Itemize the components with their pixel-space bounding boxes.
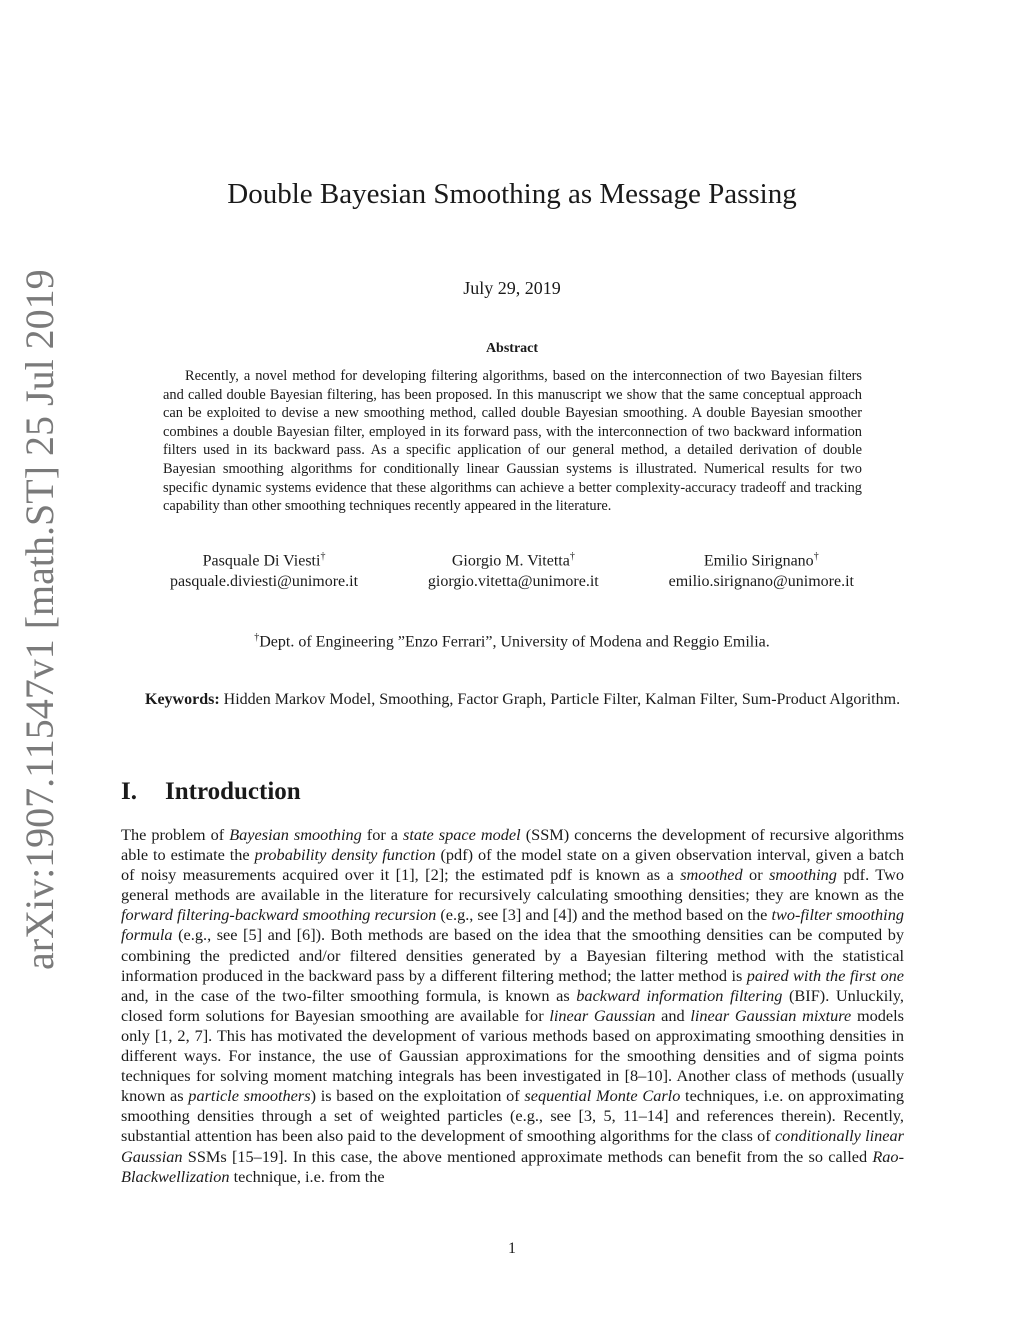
arxiv-identifier-stamp: arXiv:1907.11547v1 [math.ST] 25 Jul 2019	[17, 269, 62, 970]
emphasized-term: conditionally linear Gaussian	[121, 1126, 905, 1166]
author-name: Pasquale Di Viesti†	[202, 551, 326, 570]
author-email[interactable]: pasquale.diviesti@unimore.it	[170, 573, 359, 591]
text-run: or	[742, 865, 770, 885]
emphasized-term: particle smoothers	[188, 1086, 311, 1106]
author-name: Giorgio M. Vitetta†	[451, 551, 575, 570]
text-run: technique, i.e. from the	[229, 1166, 385, 1186]
emphasized-term: state space model	[403, 825, 521, 844]
author-email[interactable]: emilio.sirignano@unimore.it	[668, 573, 854, 591]
text-run: SSMs [15–19]. In this case, the above mentioned approximate methods can benefit from the so called	[182, 1146, 873, 1166]
keywords-label: Keywords:	[145, 691, 220, 708]
emphasized-term: forward filtering-backward smoothing recursion	[121, 905, 437, 925]
author-list	[170, 546, 854, 592]
text-run: The problem of	[121, 825, 230, 844]
emphasized-term: linear Gaussian	[549, 1005, 656, 1025]
text-run: and	[655, 1005, 691, 1025]
emphasized-term: Bayesian smoothing	[229, 825, 362, 844]
text-run: for a	[361, 825, 404, 844]
author-block	[428, 546, 599, 592]
text-run: and, in the case of the two-filter smoothing formula, is known as	[121, 985, 577, 1005]
text-run: (e.g., see [5] and [6]). Both methods are based on the idea that the smoothing densities can be computed by combining the predicted and/or filtered densities generated by a Bayesian filtering method with the statistical information produced in the backward pass by a different filtering method; the latter method is	[121, 925, 904, 985]
emphasized-term: paired with the first one	[746, 965, 905, 985]
text-run: models only [1, 2, 7]. This has motivated the development of various methods based on approximating smoothing densities in different ways. For instance, the use of Gaussian approximations for the smoothing densities and of sigma points techniques for solving moment matching integrals has been investigated in [8–10]. Another class of methods (usually known as	[121, 1005, 905, 1106]
keywords-text: Hidden Markov Model, Smoothing, Factor Graph, Particle Filter, Kalman Filter, Sum-Product Algorithm.	[223, 691, 901, 708]
keywords	[121, 690, 904, 710]
text-run: (e.g., see [3] and [4]) and the method based on the	[436, 905, 772, 925]
emphasized-term: smoothed	[680, 865, 743, 885]
author-email[interactable]: giorgio.vitetta@unimore.it	[427, 573, 599, 591]
introduction-paragraph	[121, 825, 904, 1187]
emphasized-term: probability density function	[254, 845, 436, 865]
abstract-heading: Abstract	[485, 341, 539, 356]
abstract-text: Recently, a novel method for developing filtering algorithms, based on the interconnection of two Bayesian filters and called double Bayesian filtering, has been proposed. In this manuscript we show that the same conceptual approach can be exploited to devise a new smoothing method, called double Bayesian smoothing. A double Bayesian smoother combines a double Bayesian filter, employed in its forward pass, with the interconnection of two backward information filters used in its backward pass. As a specific application of our general method, a detailed derivation of double Bayesian smoothing algorithms for conditionally linear Gaussian systems is illustrated. Numerical results for two specific dynamic systems evidence that these algorithms can achieve a better complexity-accuracy tradeoff and tracking capability than other smoothing techniques recently appeared in the literature.	[163, 368, 862, 515]
author-name: Emilio Sirignano†	[703, 551, 819, 570]
emphasized-term: smoothing	[769, 865, 837, 885]
text-run: pdf. Two general methods are available in the literature for recursively calculating smoothing densities; they are known as the	[121, 865, 904, 905]
emphasized-term: linear Gaussian mixture	[690, 1005, 852, 1025]
emphasized-term: sequential Monte Carlo	[524, 1086, 681, 1106]
text-run: techniques, i.e. on approximating smoothing densities through a set of weighted particles (e.g., see [3, 5, 11–14] and references therein). Recently, substantial attention has been also paid to the development of smoothing algorithms for the class of	[121, 1086, 904, 1146]
emphasized-term: Rao-Blackwellization	[121, 1146, 904, 1186]
author-block	[170, 546, 358, 592]
section-number: I.	[121, 778, 137, 805]
affiliation: †Dept. of Engineering ”Enzo Ferrari”, University of Modena and Reggio Emilia.	[254, 632, 770, 651]
page-number: 1	[508, 1240, 516, 1257]
author-block	[669, 546, 854, 592]
emphasized-term: backward information filtering	[576, 985, 783, 1005]
paper-date: July 29, 2019	[463, 278, 561, 298]
text-run: (pdf) of the model state on a given observation interval, given a batch of noisy measurements acquired over it [1], [2]; the estimated pdf is known as a	[121, 845, 904, 885]
paper-title: Double Bayesian Smoothing as Message Passing	[227, 178, 797, 210]
section-title: Introduction	[165, 778, 301, 805]
emphasized-term: two-filter smoothing formula	[121, 905, 904, 945]
text-run: (BIF). Unluckily, closed form solutions for Bayesian smoothing are available for	[121, 985, 904, 1025]
section-heading-introduction	[121, 778, 301, 806]
text-run: ) is based on the exploitation of	[310, 1086, 525, 1106]
text-run: (SSM) concerns the development of recursive algorithms able to estimate the	[121, 825, 904, 865]
